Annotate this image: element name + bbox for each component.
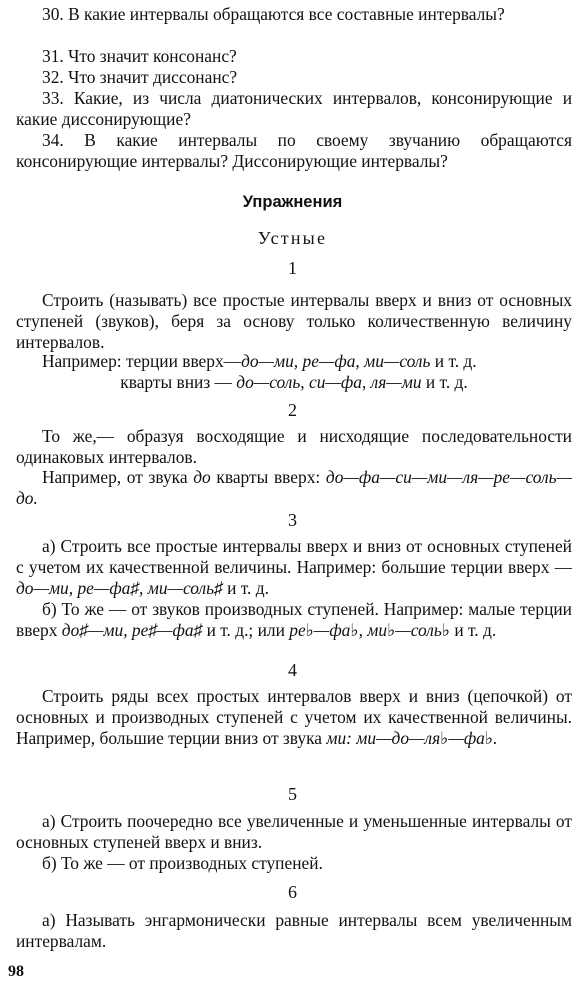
exercise-5-part-a: а) Строить поочередно все увеличенные и уменьшенные интервалы от основных ступеней вверх и вниз. — [16, 811, 572, 852]
question-30: 30. В какие интервалы обращаются все составные интервалы? — [42, 4, 505, 24]
exercise-5-number: 5 — [288, 784, 297, 804]
exercise-5-part-b: б) То же — от производных ступеней. — [42, 853, 323, 873]
subsection-title: Устные — [257, 228, 328, 248]
exercise-4-text: Строить ряды всех простых интервалов вверх и вниз (цепочкой) от основных и производных ступеней с учетом их качественной величины. Например, большие терции вниз от звука ми: ми—до—ля♭—фа♭. — [16, 686, 572, 748]
exercise-2-number: 2 — [288, 400, 297, 420]
exercise-2-example: Например, от звука до кварты вверх: до—фа—си—ми—ля—ре—соль—до. — [16, 467, 572, 508]
exercise-1-example-1: Например: терции вверх—до—ми, ре—фа, ми—соль и т. д. — [42, 351, 477, 371]
exercise-3-number: 3 — [288, 510, 297, 530]
exercise-4-number: 4 — [288, 660, 297, 680]
question-34: 34. В какие интервалы по своему звучанию обращаются консонирующие интервалы? Диссонирующие интервалы? — [16, 130, 572, 171]
exercise-3-part-a: а) Строить все простые интервалы вверх и вниз от основных ступеней с учетом их качественной величины. Например: большие терции вверх — до—ми, ре—фа♯, ми—соль♯ и т. д. — [16, 536, 572, 598]
exercise-1-number: 1 — [288, 258, 297, 278]
section-title: Упражнения — [242, 193, 343, 211]
question-31: 31. Что значит консонанс? — [42, 46, 237, 66]
exercise-6-number: 6 — [288, 882, 297, 902]
exercise-6-part-a: а) Называть энгармонически равные интервалы всем увеличенным интервалам. — [16, 910, 572, 951]
question-33: 33. Какие, из числа диатонических интервалов, консонирующие и какие диссонирующие? — [16, 88, 572, 129]
exercise-1-example-2: кварты вниз — до—соль, си—фа, ля—ми и т. д. — [120, 372, 468, 392]
page-number: 98 — [8, 963, 24, 980]
question-32: 32. Что значит диссонанс? — [42, 67, 238, 87]
exercise-2-text: То же,— образуя восходящие и нисходящие последовательности одинаковых интервалов. — [16, 426, 572, 467]
exercise-3-part-b: б) То же — от звуков производных ступеней. Например: малые терции вверх до♯—ми, ре♯—фа♯ и т. д.; или ре♭—фа♭, ми♭—соль♭ и т. д. — [16, 599, 572, 640]
exercise-1-text: Строить (называть) все простые интервалы вверх и вниз от основных ступеней (звуков), беря за основу только количественную величину интервалов. — [16, 290, 572, 352]
